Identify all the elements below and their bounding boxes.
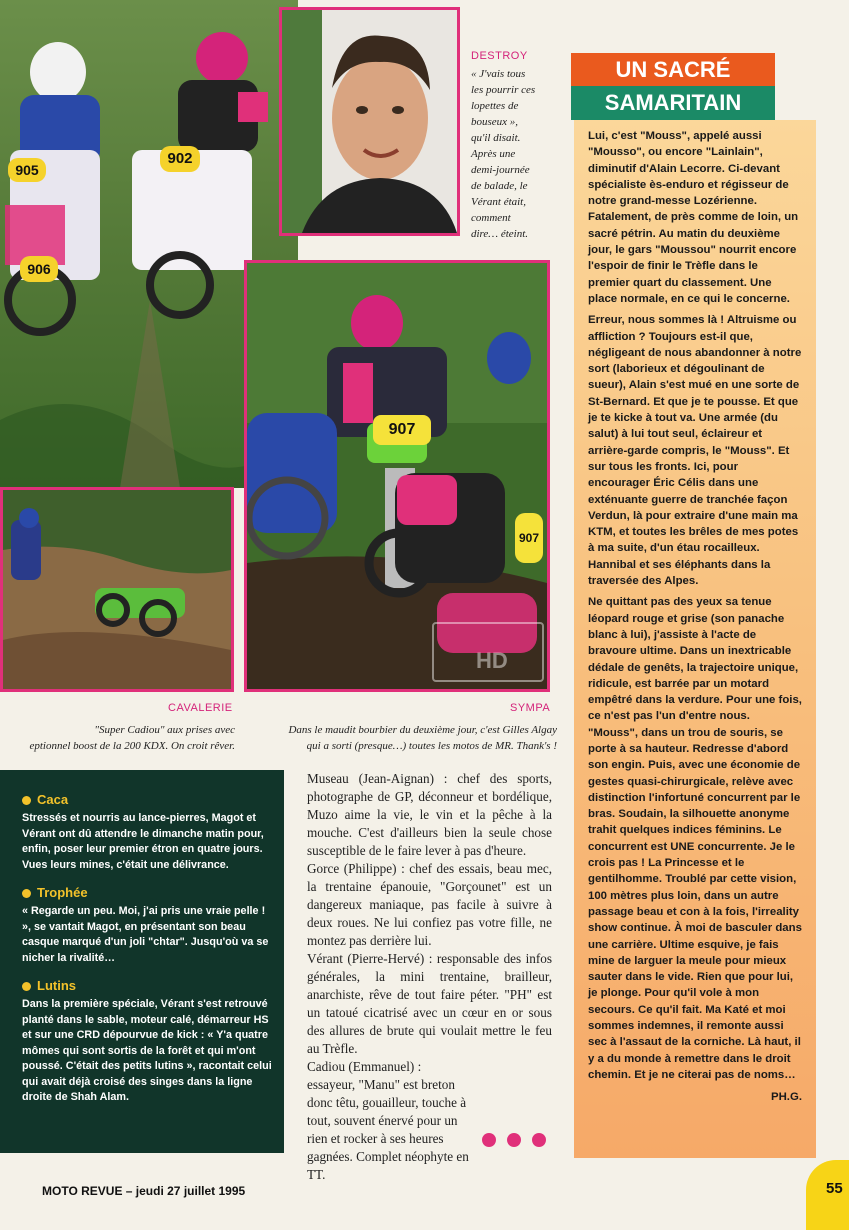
sidebar-paragraph: Lui, c'est "Mouss", appelé aussi "Mousso", ou encore "Lainlain", diminutif d'Alain Lecorre. Ci-devant spécialiste ès-enduro et régisseur de notre grand-messe Lozérienne. Fatalement, de près comme de loin, un sacré pétrin. Au matin du deuxième jour, le gars "Moussou" nourrit encore l'espoir de finir le Trèfle dans le premier quart du classement. Une place normale, en ce qui le concerne.	[588, 130, 799, 305]
footer-publication: MOTO REVUE – jeudi 27 juillet 1995	[42, 1184, 246, 1198]
number-plate: 907	[515, 513, 543, 563]
sidebar-title-line2: SAMARITAIN	[571, 86, 775, 120]
number-plate: 905	[8, 158, 46, 182]
number-plate: 906	[20, 256, 58, 282]
caption-title: DESTROY	[471, 50, 528, 62]
end-dot	[532, 1133, 546, 1147]
note-text: Dans la première spéciale, Vérant s'est retrouvé planté dans le sable, moteur calé, démarreur HS et sur une CRD dépourvue de kick : « Y'a quatre mômes qui sont sortis de la forêt et qui m'ont poussé. C'était des petits lutins », racontait celui qui avait déjà croisé des singes dans la ligne droite de Shah Alam.	[22, 998, 272, 1103]
sidebar-article	[574, 120, 816, 1158]
brief-notes-box	[0, 770, 284, 1153]
profile-paragraph: Gorce (Philippe) : chef des essais, beau mec, la trentaine épanouie, "Gorçounet" est un dangereux maniaque, pas facile à suivre à deux roues. Ne lui confiez pas votre fille, ne montez pas derrière lui.	[307, 861, 552, 948]
bullet-icon	[22, 982, 31, 991]
caption-text: Dans le maudit bourbier du deuxième jour, c'est Gilles Algay qui a sorti (presque…) toutes les motos de MR. Thank's !	[288, 724, 557, 752]
sidebar-paragraph: Ne quittant pas des yeux sa tenue léopard rouge et grise (son panache blanc à lui), j'assiste à l'acte de bravoure ultime. Dans un inextricable dédale de genêts, la trajectoire unique, ridicule, est barrée par un motard empêtré dans la verdure. Pour une fois, ce n'est pas l'un d'entre nous. "Mouss", dans un trou de souris, se porte à sa hauteur. Redresse d'abord son engin. Puis, avec une économie de gestes quasi-chirurgicale, relève avec distinction l'infortuné concurrent par le bras. Soudain, la silhouette anonyme trahit quelques indices féminins. Le concurrent est UNE concurrente. Je le crois pas ! La Princesse et le gentilhomme. Troublé par cette vision, 100 mètres plus loin, dans un autre passage beau et con à la fois, l'irreality show continue. À moi de basculer dans une carrière. Ultime esquive, je fais mine de larguer la meule pour mieux sauter dans le vide. Rien que pour lui, je plonge. Pour qu'il vole à mon secours. Ce qu'il fait. Ma Katé et moi sommes indemnes, il remonte aussi sec à l'assaut de la corniche. Là haut, il y a du monde à remettre dans le droit chemin. Et je ne citerai pas de noms…	[588, 596, 802, 1081]
watermark: HD	[432, 622, 544, 692]
signature: PH.G.	[770, 1091, 802, 1104]
profile-paragraph: Cadiou (Emmanuel) : essayeur, "Manu" est breton donc têtu, gouailleur, touche à tout, souvent énervé pour un rien et rocker à ses heures gagnées. Complet néophyte en TT.	[307, 1059, 469, 1182]
end-dot	[482, 1133, 496, 1147]
bullet-icon	[22, 889, 31, 898]
note-text: Stressés et nourris au lance-pierres, Magot et Vérant ont dû attendre le dimanche matin pour, enfin, poser leur premier étron en quatre jours. Vues leurs mines, c'était une délivrance.	[22, 812, 264, 871]
number-plate: 902	[160, 146, 200, 172]
end-dot	[507, 1133, 521, 1147]
note-heading: Caca	[22, 792, 274, 807]
note-heading: Trophée	[22, 885, 274, 900]
photo-cavalerie	[0, 487, 234, 692]
profile-paragraph: Museau (Jean-Aignan) : chef des sports, photographe de GP, déconneur et bordélique, Muzo aime la vie, le vin et la pêche à la mouche. C'est d'ailleurs bien la seule chose susceptible de le faire lever à pas d'heure.	[307, 771, 552, 858]
note-heading: Lutins	[22, 978, 274, 993]
photo-portrait	[279, 7, 460, 236]
number-plate: 907	[373, 415, 431, 445]
caption-title: CAVALERIE	[168, 702, 233, 714]
profile-paragraph: Vérant (Pierre-Hervé) : responsable des infos générales, la mini trentaine, brailleur, anarchiste, rêve de tout faire péter. "PH" est un tatoué cicatrisé avec un cœur en or sous des allures de brute qui voulait mettre le feu au Trèfle.	[307, 951, 552, 1056]
sidebar-paragraph: Erreur, nous sommes là ! Altruisme ou affliction ? Toujours est-il que, négligeant de nous abandonner à notre sort (laborieux et dégoulinant de sueur), Alain s'est mué en une sorte de St-Bernard. Et que je te pousse. Et que je te kicke à tout va. Une armée (du salut) à lui tout seul, éclaireur et arrière-garde compris, le "Mouss". Et sur tous les fronts. Ici, pour encourager Éric Célis dans une exténuante guerre de tranchée façon Verdun, là pour extraire d'une main ma KTM, et toutes les brêles de mes potes à ma suite, d'un étau rocailleux. Hannibal et ses éléphants dans la traversée des Alpes.	[588, 314, 802, 588]
caption-text: "Super Cadiou" aux prises avec eptionnel boost de la 200 KDX. On croit rêver.	[29, 724, 235, 752]
note-text: « Regarde un peu. Moi, j'ai pris une vraie pelle ! », se vantait Magot, en présentant son beau casque marqué d'un joli "chtar". Jusqu'où va se nicher la rivalité…	[22, 905, 269, 964]
page-number-tab	[806, 1160, 849, 1230]
caption-text: « J'vais tous les pourrir ces lopettes de bouseux », qu'il disait. Après une demi-journée de balade, le Vérant était, comment dire… éteint.	[471, 68, 536, 240]
staff-profiles	[307, 770, 552, 1184]
bullet-icon	[22, 796, 31, 805]
caption-title: SYMPA	[510, 702, 551, 714]
sidebar-title-line1: UN SACRÉ	[571, 53, 775, 87]
page-number: 55	[826, 1180, 843, 1197]
